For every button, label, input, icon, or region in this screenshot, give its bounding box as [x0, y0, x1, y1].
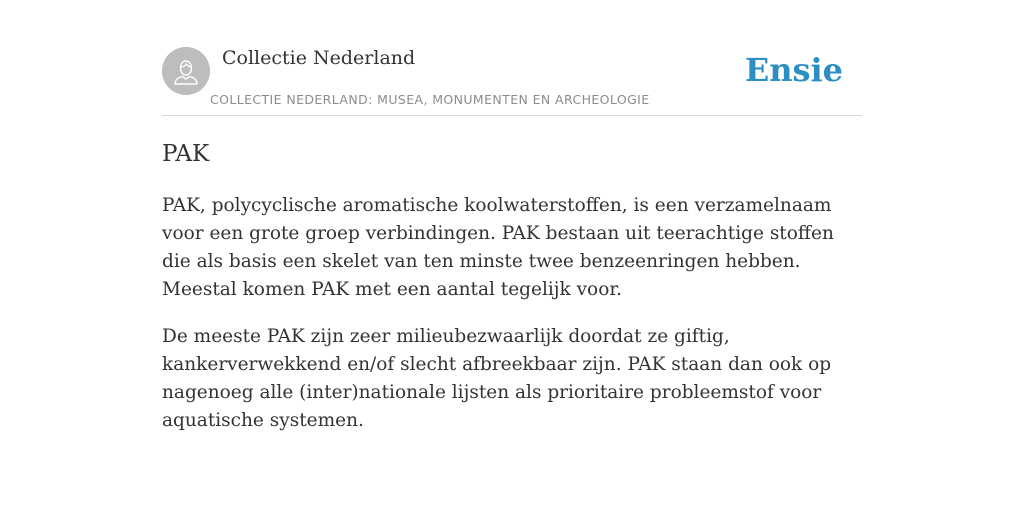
avatar-user-icon[interactable] — [162, 47, 210, 95]
collection-label[interactable]: COLLECTIE NEDERLAND: MUSEA, MONUMENTEN EN ARCHEOLOGIE — [210, 92, 650, 107]
article-paragraph: De meeste PAK zijn zeer milieubezwaarlijk doordat ze giftig, kankerverwekkend en/of slecht afbreekbaar zijn. PAK staan dan ook op nagenoeg alle (inter)nationale lijsten als prioritaire probleemstof voor aquatische systemen. — [162, 326, 832, 431]
article-header — [162, 46, 862, 116]
article-paragraph: PAK, polycyclische aromatische koolwaterstoffen, is een verzamelnaam voor een grote groep verbindingen. PAK bestaan uit teerachtige stoffen die als basis een skelet van ten minste twee benzeenringen hebben. Meestal komen PAK met een aantal tegelijk voor. — [162, 195, 834, 300]
author-name[interactable]: Collectie Nederland — [222, 47, 416, 69]
article-title: PAK — [162, 141, 210, 167]
ensie-logo[interactable]: Ensie — [744, 51, 843, 89]
article-body — [162, 192, 862, 454]
